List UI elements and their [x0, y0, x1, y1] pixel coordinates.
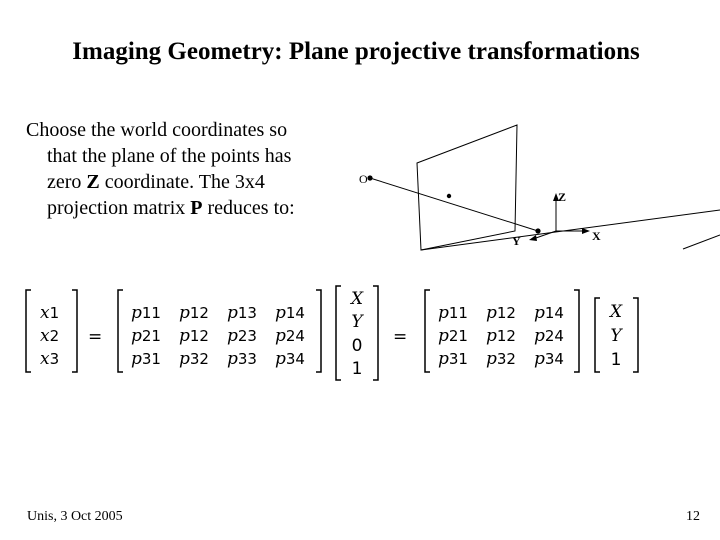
lhs-x3: x3 — [40, 349, 60, 369]
axis-y-label: Y — [512, 234, 521, 248]
body-paragraph — [26, 117, 371, 221]
pfull-entry-r2-c1: p21 — [131, 326, 161, 346]
p-reduced-right-bracket — [574, 290, 579, 372]
pfull-entry-r2-c2: p12 — [179, 326, 209, 346]
text-z-bold: Z — [86, 171, 100, 193]
world-vec-x: X — [350, 289, 364, 309]
text-line-4 — [26, 195, 371, 221]
pred-entry-r3-c3: p34 — [534, 349, 564, 369]
world-vec-zero: 0 — [351, 336, 363, 356]
pred-entry-r1-c1: p11 — [438, 303, 468, 323]
image-point — [447, 194, 451, 198]
p-reduced-entries — [438, 303, 564, 369]
pred-entry-r1-c2: p12 — [486, 303, 516, 323]
world-vec-left-bracket — [336, 286, 341, 380]
pfull-entry-r1-c2: p12 — [179, 303, 209, 323]
p-full-left-bracket — [118, 290, 123, 372]
projection-ray — [370, 178, 538, 231]
world-point — [535, 228, 540, 233]
equals-sign-1: = — [88, 327, 103, 347]
plane-vec-x: X — [609, 302, 623, 322]
axis-x-label: X — [592, 229, 601, 243]
projection-diagram — [350, 115, 720, 260]
pfull-entry-r2-c4: p24 — [275, 326, 305, 346]
text-line-2: that the plane of the points has — [47, 145, 292, 167]
pfull-entry-r2-c3: p23 — [227, 326, 257, 346]
pfull-entry-r1-c1: p11 — [131, 303, 161, 323]
axis-x-arrowhead — [582, 228, 590, 234]
pfull-entry-r3-c1: p31 — [131, 349, 161, 369]
world-plane-edge-left — [421, 210, 720, 250]
text-p-bold: P — [190, 197, 203, 219]
text-zero: zero — [47, 171, 87, 193]
text-reduces: reduces to: — [202, 197, 295, 219]
text-projection: projection matrix — [47, 197, 191, 219]
world-plane-edge-right — [683, 235, 720, 249]
world-vec-one: 1 — [351, 359, 363, 379]
p-full-right-bracket — [316, 290, 321, 372]
world-vec-right-bracket — [373, 286, 378, 380]
world-vec-y: Y — [351, 312, 363, 332]
pred-entry-r2-c2: p12 — [486, 326, 516, 346]
plane-vec-y: Y — [610, 326, 622, 346]
axis-z-label: Z — [558, 190, 567, 204]
p-full-entries — [131, 303, 305, 369]
slide-title: Imaging Geometry: Plane projective transformations — [72, 38, 640, 65]
pred-entry-r2-c3: p24 — [534, 326, 564, 346]
text-coordinate: coordinate. The 3x4 — [99, 171, 265, 193]
projection-equation — [0, 280, 720, 390]
plane-vec-one: 1 — [610, 350, 622, 370]
p-reduced-left-bracket — [425, 290, 430, 372]
text-line-3 — [26, 169, 371, 195]
equals-sign-2: = — [393, 327, 408, 347]
lhs-x2: x2 — [40, 326, 60, 346]
axis-y-arrowhead — [529, 235, 537, 241]
plane-vec-left-bracket — [595, 298, 600, 372]
pred-entry-r1-c3: p14 — [534, 303, 564, 323]
pfull-entry-r3-c2: p32 — [179, 349, 209, 369]
footer-date: Unis, 3 Oct 2005 — [27, 509, 123, 524]
pfull-entry-r1-c4: p14 — [275, 303, 305, 323]
image-plane — [417, 125, 517, 250]
origin-label: O — [359, 172, 368, 186]
lhs-left-bracket — [26, 290, 31, 372]
plane-vec-right-bracket — [633, 298, 638, 372]
pfull-entry-r1-c3: p13 — [227, 303, 257, 323]
lhs-right-bracket — [72, 290, 77, 372]
text-line-1: Choose the world coordinates so — [26, 119, 288, 141]
page-number: 12 — [686, 509, 700, 524]
pred-entry-r3-c1: p31 — [438, 349, 468, 369]
pred-entry-r2-c1: p21 — [438, 326, 468, 346]
pfull-entry-r3-c3: p33 — [227, 349, 257, 369]
pfull-entry-r3-c4: p34 — [275, 349, 305, 369]
pred-entry-r3-c2: p32 — [486, 349, 516, 369]
lhs-x1: x1 — [40, 303, 60, 323]
